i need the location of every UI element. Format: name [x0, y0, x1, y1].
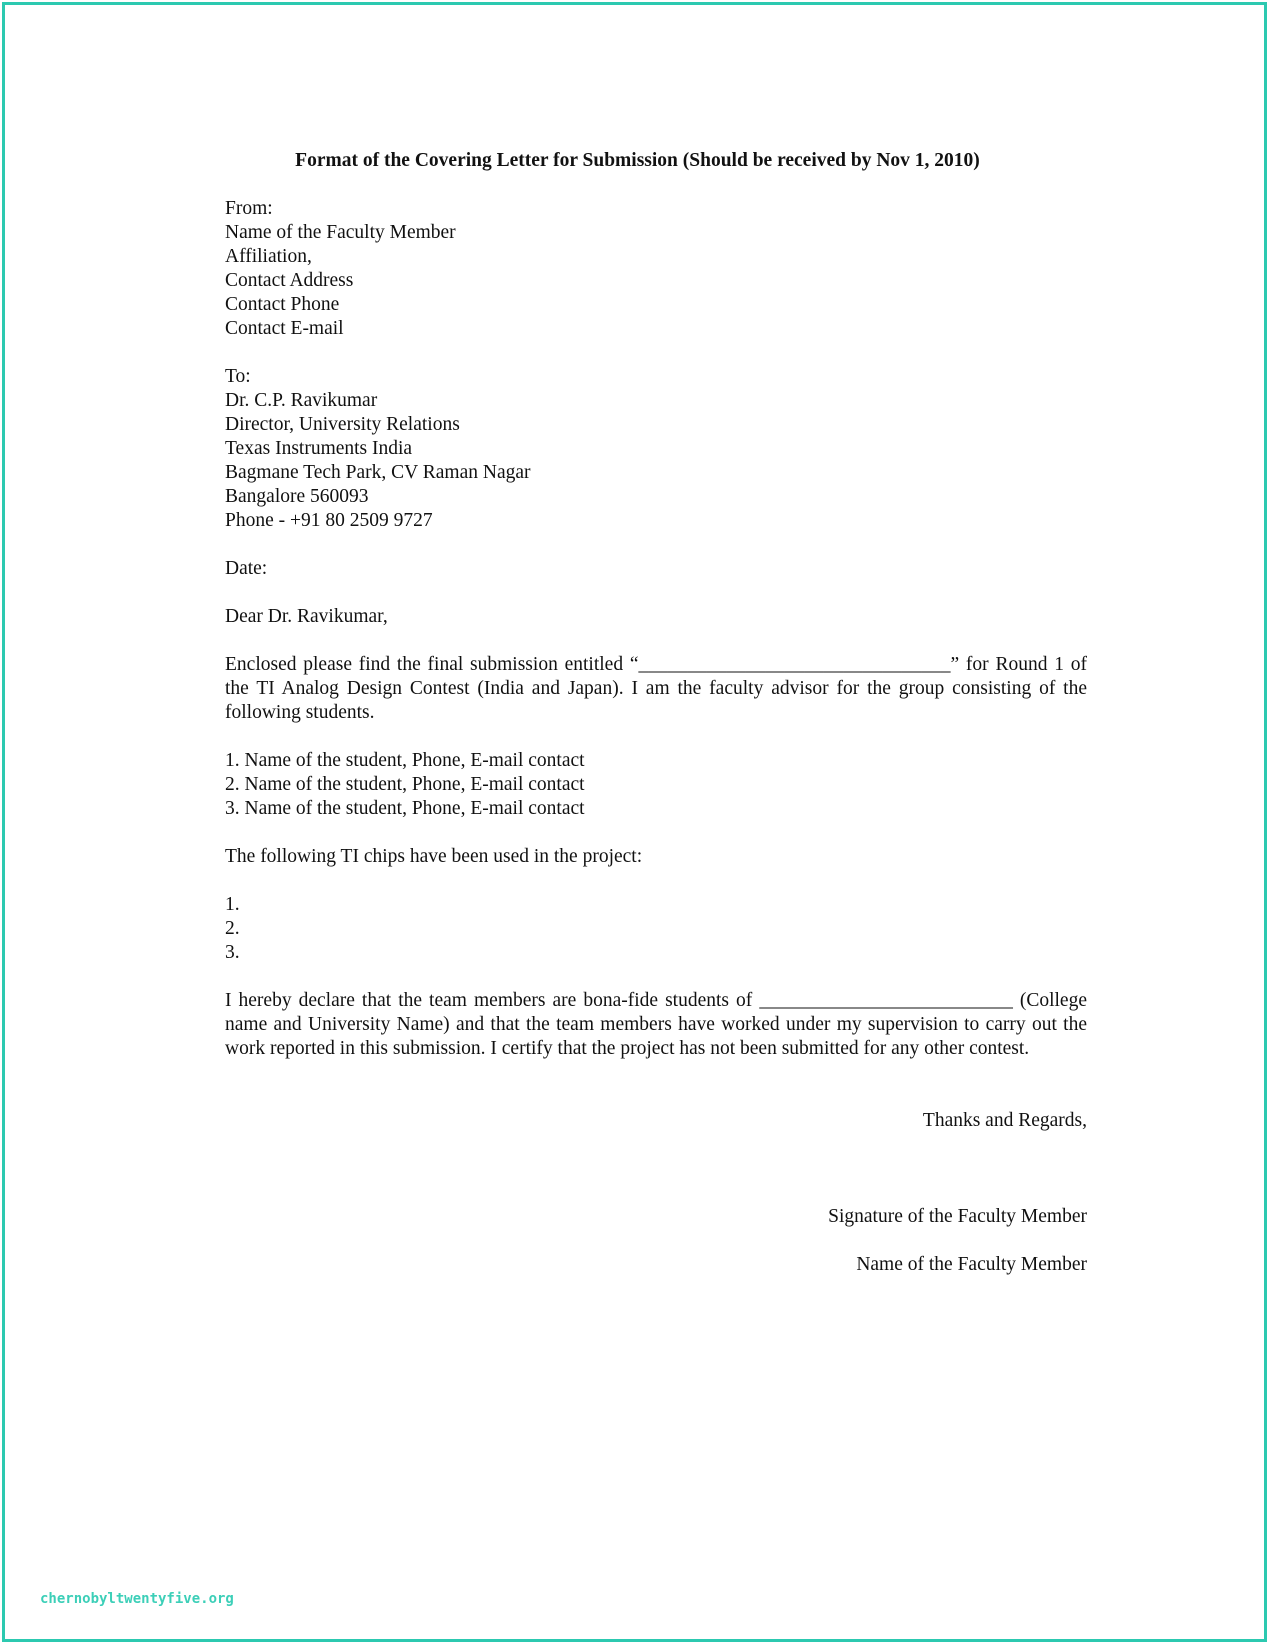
date-line: [225, 557, 1087, 581]
date-label: Date:: [225, 558, 268, 579]
name-line: [225, 1253, 1087, 1277]
chips-intro: The following TI chips have been used in the project:: [225, 846, 643, 867]
salutation-line: [225, 605, 1087, 629]
from-line: Name of the Faculty Member: [225, 222, 456, 243]
list-item: 1.: [225, 894, 240, 915]
intro-paragraph: Enclosed please find the final submission entitled “________________________________” for Round 1 of the TI Analog Design Contest (India and Japan). I am the faculty advisor for the group consisting of the following students.: [225, 654, 1087, 723]
signature-label: Signature of the Faculty Member: [828, 1206, 1087, 1227]
to-line: Phone - +91 80 2509 9727: [225, 510, 433, 531]
to-line: Bangalore 560093: [225, 486, 369, 507]
document-title: Format of the Covering Letter for Submission (Should be received by Nov 1, 2010): [295, 150, 980, 171]
from-line: Contact Address: [225, 270, 354, 291]
declaration-paragraph: I hereby declare that the team members are bona-fide students of __________________________ (College name and University Name) and that the team members have worked under my supervision to carry out the work reported in this submission. I certify that the project has not been submitted for any other contest.: [225, 990, 1087, 1059]
to-line: Director, University Relations: [225, 414, 460, 435]
student-list: [225, 749, 1087, 821]
list-item: 1. Name of the student, Phone, E-mail contact: [225, 750, 585, 771]
from-line: Contact Phone: [225, 294, 340, 315]
to-label: To:: [225, 366, 251, 387]
chip-list: [225, 893, 1087, 965]
closing-line: [225, 1109, 1087, 1133]
salutation: Dear Dr. Ravikumar,: [225, 606, 388, 627]
from-label: From:: [225, 198, 273, 219]
chips-intro-line: [225, 845, 1087, 869]
closing: Thanks and Regards,: [922, 1110, 1087, 1131]
from-block: [225, 197, 1087, 341]
list-item: 3. Name of the student, Phone, E-mail contact: [225, 798, 585, 819]
to-block: [225, 365, 1087, 533]
to-line: Texas Instruments India: [225, 438, 413, 459]
list-item: 2. Name of the student, Phone, E-mail contact: [225, 774, 585, 795]
intro-paragraph-block: [225, 653, 1087, 725]
list-item: 3.: [225, 942, 240, 963]
from-line: Affiliation,: [225, 246, 312, 267]
signature-line: [225, 1205, 1087, 1229]
list-item: 2.: [225, 918, 240, 939]
to-line: Dr. C.P. Ravikumar: [225, 390, 378, 411]
name-label: Name of the Faculty Member: [856, 1254, 1087, 1275]
to-line: Bagmane Tech Park, CV Raman Nagar: [225, 462, 531, 483]
from-line: Contact E-mail: [225, 318, 344, 339]
declaration-block: [225, 989, 1087, 1061]
watermark: chernobyltwentyfive.org: [40, 1591, 234, 1607]
